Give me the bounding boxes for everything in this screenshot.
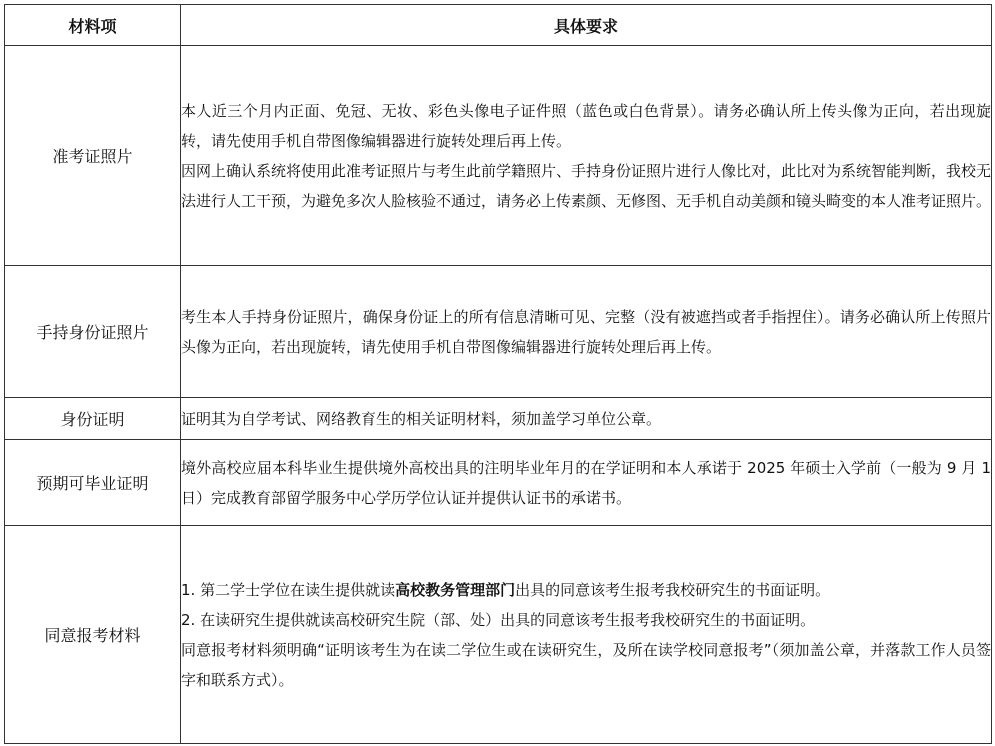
requirement-cell (181, 398, 992, 440)
table-row (5, 440, 992, 526)
requirement-paragraph: 本人近三个月内正面、免冠、无妆、彩色头像电子证件照（蓝色或白色背景）。请务必确认所上传头像为正向，若出现旋转，请先使用手机自带图像编辑器进行旋转处理后再上传。 (181, 101, 991, 150)
material-item-label: 手持身份证照片 (5, 266, 181, 398)
requirement-paragraph: 考生本人手持身份证照片，确保身份证上的所有信息清晰可见、完整（没有被遮挡或者手指捏住）。请务必确认所上传照片头像为正向，若出现旋转，请先使用手机自带图像编辑器进行旋转处理后再上传。 (181, 307, 991, 356)
header-material-item: 材料项 (5, 5, 181, 46)
requirement-text: 出具的同意该考生报考我校研究生的书面证明。 (515, 580, 831, 599)
table-header-row (5, 5, 992, 46)
requirement-cell (181, 266, 992, 398)
requirement-paragraph: 因网上确认系统将使用此准考证照片与考生此前学籍照片、手持身份证照片进行人像比对，此比对为系统智能判断，我校无法进行人工干预，为避免多次人脸核验不通过，请务必上传素颜、无修图、无手机自动美颜和镜头畸变的本人准考证照片。 (181, 161, 992, 210)
requirement-paragraph: 证明其为自学考试、网络教育生的相关证明材料，须加盖学习单位公章。 (181, 409, 662, 428)
material-item-label: 同意报考材料 (5, 526, 181, 744)
header-requirements: 具体要求 (181, 5, 992, 46)
requirement-paragraph: 同意报考材料须明确“证明该考生为在读二学位生或在读研究生，及所在读学校同意报考”（须加盖公章，并落款工作人员签字和联系方式）。 (181, 640, 991, 689)
table-row (5, 266, 992, 398)
requirement-paragraph: 境外高校应届本科毕业生提供境外高校出具的注明毕业年月的在学证明和本人承诺于 2025 年硕士入学前（一般为 9 月 1 日）完成教育部留学服务中心学历学位认证并提供认证书的承诺书。 (181, 458, 991, 507)
requirement-cell (181, 46, 992, 266)
table-row (5, 526, 992, 744)
material-item-label: 身份证明 (5, 398, 181, 440)
table-row (5, 398, 992, 440)
table-row (5, 46, 992, 266)
requirements-table (4, 4, 992, 744)
requirement-paragraph (181, 575, 991, 605)
requirement-cell (181, 440, 992, 526)
requirement-bold-text: 高校教务管理部门 (395, 580, 516, 599)
requirement-cell (181, 526, 992, 744)
requirement-paragraph: 2. 在读研究生提供就读高校研究生院（部、处）出具的同意该考生报考我校研究生的书面证明。 (181, 610, 816, 629)
material-item-label: 准考证照片 (5, 46, 181, 266)
requirement-text: 1. 第二学士学位在读生提供就读 (181, 580, 396, 599)
material-item-label: 预期可毕业证明 (5, 440, 181, 526)
